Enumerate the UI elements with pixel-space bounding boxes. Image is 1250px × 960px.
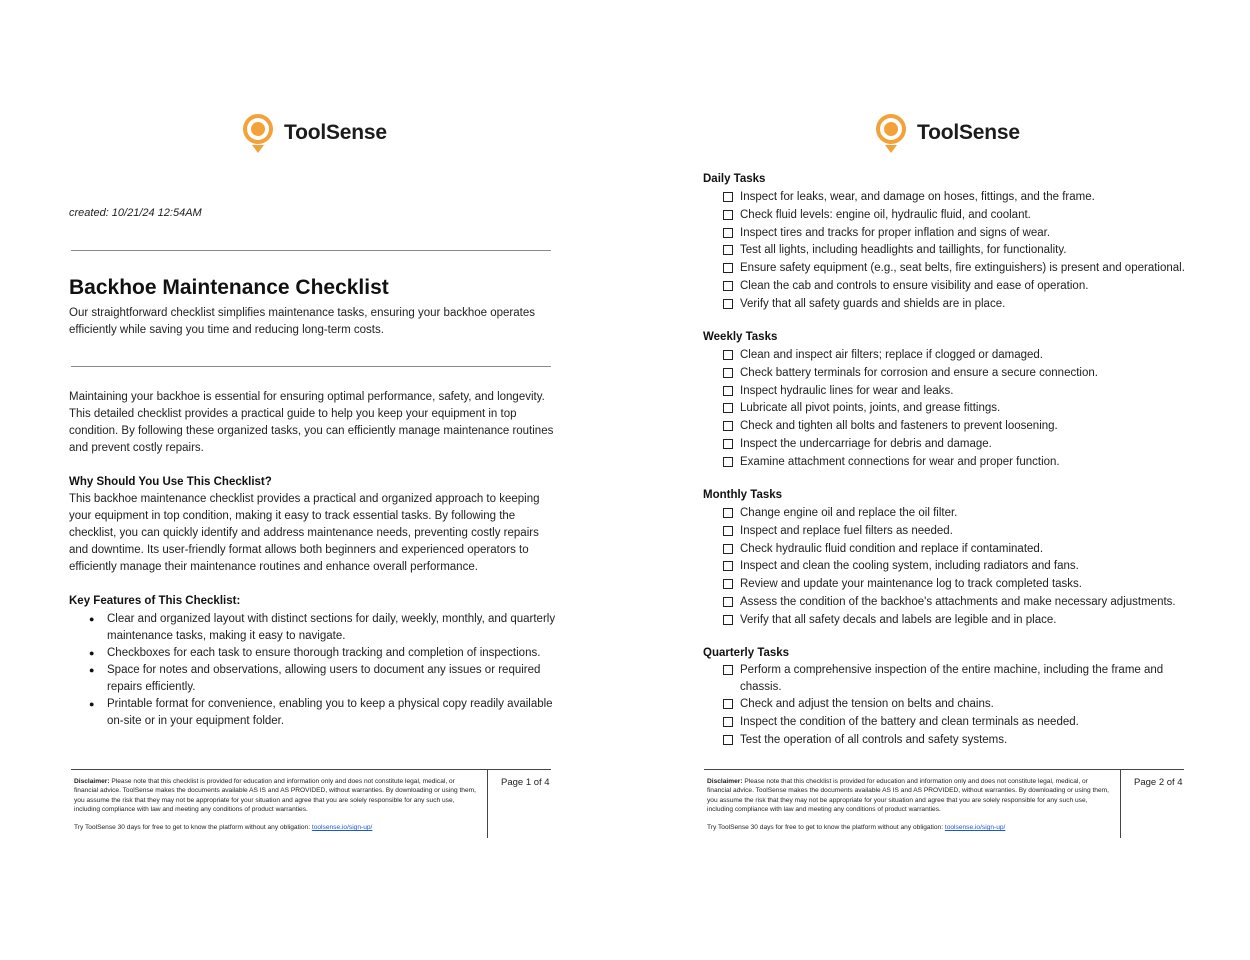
- task-checkbox[interactable]: [723, 386, 733, 396]
- task-item: [723, 612, 1193, 630]
- brand-logo: [873, 112, 1020, 154]
- task-checkbox[interactable]: [723, 263, 733, 273]
- footer-divider: [1120, 770, 1121, 838]
- task-checkbox[interactable]: [723, 192, 733, 202]
- location-pin-icon: [873, 112, 909, 154]
- task-label: Check and adjust the tension on belts and chains.: [740, 698, 994, 710]
- task-checkbox[interactable]: [723, 299, 733, 309]
- task-item: [723, 418, 1193, 436]
- task-label: Check and tighten all bolts and fasteners to prevent loosening.: [740, 420, 1058, 433]
- trial-text: Try ToolSense 30 days for free to get to know the platform without any obligation:: [707, 824, 944, 831]
- task-label: Examine attachment connections for wear and proper function.: [740, 455, 1060, 468]
- task-list-weekly: [723, 347, 1193, 472]
- task-label: Assess the condition of the backhoe's attachments and make necessary adjustments.: [740, 595, 1176, 608]
- footer-divider: [487, 770, 488, 838]
- disclaimer-label: Disclaimer:: [707, 778, 743, 785]
- task-item: [723, 454, 1193, 472]
- task-item: [723, 207, 1193, 225]
- page-subtitle: Our straightforward checklist simplifies maintenance tasks, ensuring your backhoe operates efficiently while saving you time and reducing long-term costs.: [69, 307, 535, 336]
- task-label: Inspect tires and tracks for proper inflation and signs of wear.: [740, 226, 1051, 239]
- task-label: Ensure safety equipment (e.g., seat belts, fire extinguishers) is present and operational.: [740, 262, 1185, 275]
- task-item: [723, 558, 1193, 576]
- task-item: [723, 594, 1193, 612]
- task-label: Inspect for leaks, wear, and damage on hoses, fittings, and the frame.: [740, 191, 1095, 203]
- task-item: [723, 365, 1193, 383]
- list-item: ● Space for notes and observations, allowing users to document any issues or required repairs efficiently.: [89, 662, 559, 696]
- task-checkbox[interactable]: [723, 508, 733, 518]
- task-checkbox[interactable]: [723, 544, 733, 554]
- task-item: [723, 436, 1193, 454]
- task-checkbox[interactable]: [723, 579, 733, 589]
- task-list-quarterly: [723, 662, 1193, 749]
- task-label: Clean the cab and controls to ensure visibility and ease of operation.: [740, 279, 1089, 292]
- task-item: [723, 296, 1193, 314]
- disclaimer: [707, 777, 1109, 815]
- task-item: [723, 505, 1193, 523]
- page-footer: [704, 769, 1184, 837]
- task-checkbox[interactable]: [723, 245, 733, 255]
- location-pin-icon: [240, 112, 276, 154]
- features-list: [89, 611, 559, 730]
- section-title-daily: Daily Tasks: [703, 173, 766, 185]
- task-label: Inspect and replace fuel filters as needed.: [740, 524, 953, 537]
- task-label: Check hydraulic fluid condition and replace if contaminated.: [740, 542, 1044, 555]
- task-item: [723, 189, 1193, 207]
- task-checkbox[interactable]: [723, 350, 733, 360]
- features-heading: Key Features of This Checklist:: [69, 595, 241, 607]
- trial-note: [74, 824, 372, 831]
- task-item: [723, 225, 1193, 243]
- task-checkbox[interactable]: [723, 597, 733, 607]
- brand-logo: [240, 112, 387, 154]
- task-label: Review and update your maintenance log to track completed tasks.: [740, 578, 1082, 591]
- task-item: [723, 523, 1193, 541]
- task-item: [723, 576, 1193, 594]
- task-label: Verify that all safety decals and labels are legible and in place.: [740, 613, 1057, 626]
- task-label: Perform a comprehensive inspection of the entire machine, including the frame and chassis.: [740, 664, 1164, 693]
- task-checkbox[interactable]: [723, 699, 733, 709]
- task-checkbox[interactable]: [723, 281, 733, 291]
- task-label: Clean and inspect air filters; replace if clogged or damaged.: [740, 349, 1044, 361]
- task-checkbox[interactable]: [723, 403, 733, 413]
- task-label: Test all lights, including headlights and taillights, for functionality.: [740, 244, 1067, 257]
- task-checkbox[interactable]: [723, 526, 733, 536]
- task-item: [723, 732, 1193, 750]
- disclaimer-text: Please note that this checklist is provided for education and information only and does not constitute legal, medical, or financial advice. ToolSense makes the documents available AS IS and AS PROVIDED, without warranties. By downloading or using them, you assume the risk that they may not be appropriate for your situation and agree that you are solely responsible for any such use, including compliance with law and meeting any conditions of product warranties.: [707, 778, 1109, 814]
- task-label: Verify that all safety guards and shields are in place.: [740, 297, 1006, 310]
- created-timestamp: created: 10/21/24 12:54AM: [69, 207, 202, 219]
- task-checkbox[interactable]: [723, 665, 733, 675]
- task-checkbox[interactable]: [723, 735, 733, 745]
- task-checkbox[interactable]: [723, 615, 733, 625]
- task-item: [723, 242, 1193, 260]
- signup-link[interactable]: toolsense.io/sign-up/: [311, 824, 373, 831]
- task-checkbox[interactable]: [723, 717, 733, 727]
- task-label: Inspect and clean the cooling system, including radiators and fans.: [740, 560, 1079, 573]
- task-label: Check battery terminals for corrosion and ensure a secure connection.: [740, 366, 1098, 379]
- task-item: [723, 541, 1193, 559]
- task-checkbox[interactable]: [723, 561, 733, 571]
- divider: [71, 366, 551, 367]
- task-item: [723, 383, 1193, 401]
- intro-paragraph: Maintaining your backhoe is essential for ensuring optimal performance, safety, and longevity. This detailed checklist provides a practical guide to help you keep your equipment in top condition. By following these organized tasks, you can efficiently manage maintenance routines and prevent costly repairs.: [69, 391, 554, 454]
- task-checkbox[interactable]: [723, 210, 733, 220]
- disclaimer: [74, 777, 476, 815]
- list-item: ● Checkboxes for each task to ensure thorough tracking and completion of inspections.: [89, 645, 559, 662]
- trial-text: Try ToolSense 30 days for free to get to know the platform without any obligation:: [74, 824, 311, 831]
- task-label: Change engine oil and replace the oil filter.: [740, 507, 958, 519]
- task-item: [723, 714, 1193, 732]
- task-item: [723, 696, 1193, 714]
- section-title-monthly: Monthly Tasks: [703, 489, 783, 501]
- section-title-quarterly: Quarterly Tasks: [703, 647, 790, 659]
- page-footer: [71, 769, 551, 837]
- disclaimer-label: Disclaimer:: [74, 778, 110, 785]
- page-number: Page 2 of 4: [1134, 777, 1183, 788]
- trial-note: [707, 824, 1005, 831]
- divider: [71, 250, 551, 251]
- section-title-weekly: Weekly Tasks: [703, 331, 778, 343]
- why-heading: Why Should You Use This Checklist?: [69, 476, 272, 488]
- task-item: [723, 278, 1193, 296]
- document-page-2: [625, 0, 1250, 960]
- task-checkbox[interactable]: [723, 421, 733, 431]
- brand-name: ToolSense: [284, 121, 387, 144]
- disclaimer-text: Please note that this checklist is provided for education and information only and does not constitute legal, medical, or financial advice. ToolSense makes the documents available AS IS and AS PROVIDED, without warranties. By downloading or using them, you assume the risk that they may not be appropriate for your situation and agree that you are solely responsible for any such use, including compliance with law and meeting any conditions of product warranties.: [74, 778, 476, 814]
- task-label: Test the operation of all controls and safety systems.: [740, 733, 1008, 746]
- task-item: [723, 260, 1193, 278]
- task-item: [723, 400, 1193, 418]
- page-number: Page 1 of 4: [501, 777, 550, 788]
- task-checkbox[interactable]: [723, 457, 733, 467]
- list-item: ● Printable format for convenience, enabling you to keep a physical copy readily available on-site or in your equipment folder.: [89, 696, 559, 730]
- task-label: Inspect the undercarriage for debris and damage.: [740, 437, 992, 450]
- task-item: [723, 662, 1171, 696]
- task-list-monthly: [723, 505, 1193, 630]
- task-label: Lubricate all pivot points, joints, and grease fittings.: [740, 402, 1001, 415]
- signup-link[interactable]: toolsense.io/sign-up/: [944, 824, 1006, 831]
- page-title: Backhoe Maintenance Checklist: [69, 276, 389, 299]
- task-label: Inspect hydraulic lines for wear and leaks.: [740, 384, 954, 397]
- task-checkbox[interactable]: [723, 368, 733, 378]
- task-label: Inspect the condition of the battery and clean terminals as needed.: [740, 715, 1079, 728]
- list-item: ● Clear and organized layout with distinct sections for daily, weekly, monthly, and quarterly maintenance tasks, making it easy to navigate.: [89, 611, 559, 645]
- task-list-daily: [723, 189, 1193, 314]
- task-checkbox[interactable]: [723, 439, 733, 449]
- task-item: [723, 347, 1193, 365]
- why-paragraph: This backhoe maintenance checklist provides a practical and organized approach to keeping your equipment in top condition, making it easy to track essential tasks. By following the checklist, you can quickly identify and address maintenance needs, preventing costly repairs and downtime. Its user-friendly format allows both beginners and experienced operators to efficiently manage their maintenance routines and enhance overall performance.: [69, 493, 540, 573]
- task-checkbox[interactable]: [723, 228, 733, 238]
- brand-name: ToolSense: [917, 121, 1020, 144]
- task-label: Check fluid levels: engine oil, hydraulic fluid, and coolant.: [740, 208, 1031, 221]
